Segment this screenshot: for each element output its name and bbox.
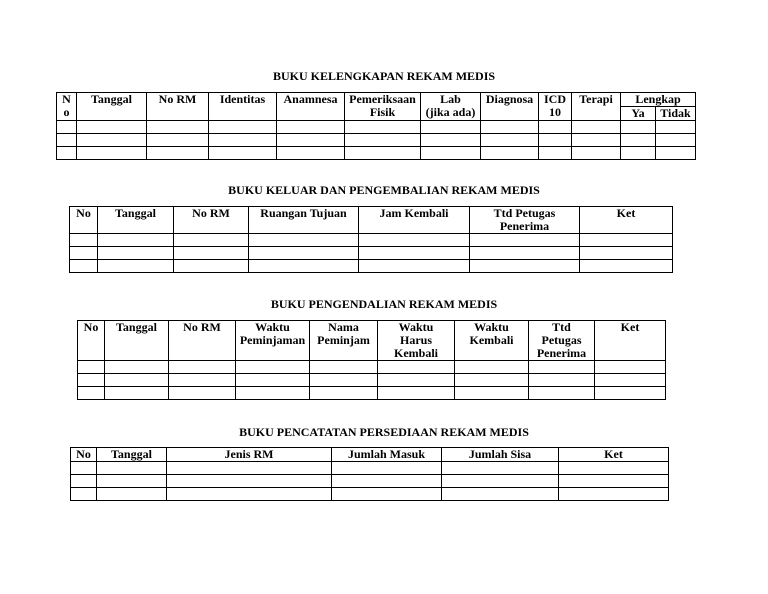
- header-cell: Ket: [580, 207, 673, 234]
- header-cell: Jumlah Masuk: [332, 448, 442, 462]
- header-cell: Tanggal: [98, 207, 174, 234]
- header-cell: No RM: [169, 321, 236, 361]
- header-row: [71, 448, 669, 462]
- pengendalian-table: [77, 320, 666, 400]
- header-cell: No: [71, 448, 97, 462]
- table-row: [70, 260, 673, 273]
- header-cell: No RM: [147, 93, 209, 121]
- table-row: [57, 121, 696, 134]
- table-row: [71, 475, 669, 488]
- table-row: [57, 147, 696, 160]
- table-row: [57, 134, 696, 147]
- header-cell: Tanggal: [97, 448, 167, 462]
- header-cell: Anamnesa: [277, 93, 345, 121]
- header-row: [57, 93, 696, 107]
- header-cell: Ttd Petugas Penerima: [470, 207, 580, 234]
- table1-title: BUKU KELENGKAPAN REKAM MEDIS: [272, 69, 496, 83]
- header-cell-lengkap: Lengkap: [621, 93, 696, 107]
- header-cell: No: [78, 321, 105, 361]
- header-cell: ICD 10: [539, 93, 572, 121]
- subheader-cell-tidak: Tidak: [656, 107, 696, 121]
- header-cell: Jumlah Sisa: [442, 448, 559, 462]
- table4-title: BUKU PENCATATAN PERSEDIAAN REKAM MEDIS: [239, 425, 529, 439]
- table-row: [71, 462, 669, 475]
- table-row: [70, 234, 673, 247]
- table-row: [70, 247, 673, 260]
- header-row: [78, 321, 666, 361]
- keluar-pengembalian-table: [69, 206, 673, 273]
- header-cell: Pemeriksaan Fisik: [345, 93, 421, 121]
- header-cell: Tanggal: [105, 321, 169, 361]
- header-cell: Terapi: [572, 93, 621, 121]
- kelengkapan-table: [56, 92, 696, 160]
- subheader-cell-ya: Ya: [621, 107, 656, 121]
- table-row: [71, 488, 669, 501]
- header-cell: Ket: [559, 448, 669, 462]
- table-row: [78, 361, 666, 374]
- header-cell: N o: [57, 93, 77, 121]
- header-cell: Ket: [595, 321, 666, 361]
- header-cell: Lab (jika ada): [421, 93, 481, 121]
- header-cell: No RM: [174, 207, 249, 234]
- header-cell: Jenis RM: [167, 448, 332, 462]
- header-cell: No: [70, 207, 98, 234]
- table-row: [78, 387, 666, 400]
- header-cell: Tanggal: [77, 93, 147, 121]
- persediaan-table: [70, 447, 669, 501]
- table-row: [78, 374, 666, 387]
- header-row: [70, 207, 673, 234]
- table3-title: BUKU PENGENDALIAN REKAM MEDIS: [270, 297, 498, 311]
- header-cell: Waktu Peminjaman: [236, 321, 310, 361]
- header-cell: Nama Peminjam: [310, 321, 378, 361]
- table2-title: BUKU KELUAR DAN PENGEMBALIAN REKAM MEDIS: [228, 183, 540, 197]
- header-cell: Ruangan Tujuan: [249, 207, 359, 234]
- header-cell: Ttd Petugas Penerima: [529, 321, 595, 361]
- header-cell: Jam Kembali: [359, 207, 470, 234]
- header-cell: Diagnosa: [481, 93, 539, 121]
- header-cell: Waktu Kembali: [455, 321, 529, 361]
- header-cell: Identitas: [209, 93, 277, 121]
- header-cell: Waktu Harus Kembali: [378, 321, 455, 361]
